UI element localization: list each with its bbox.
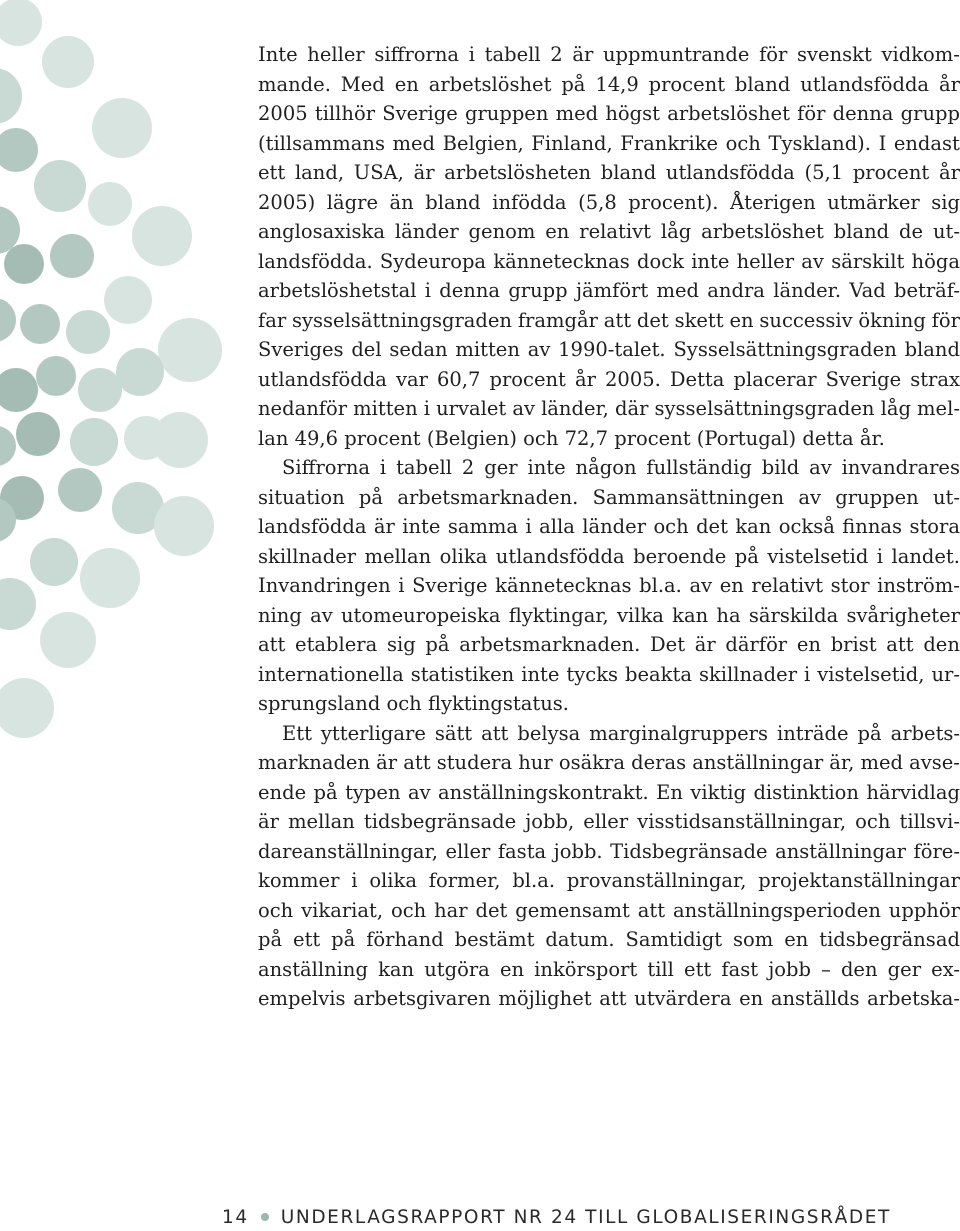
decorative-circle [0, 68, 22, 124]
text-line: och vikariat, och har det gemensamt att anställningsperioden upphör [258, 898, 960, 922]
decorative-circle [88, 182, 132, 226]
text-line: lan 49,6 procent (Belgien) och 72,7 procent (Portugal) detta år. [258, 426, 885, 450]
decorative-circle [80, 548, 140, 608]
decorative-circle [0, 678, 54, 738]
text-line: internationella statistiken inte tycks beakta skillnader i vistelsetid, ur- [258, 662, 960, 686]
decorative-circle [0, 128, 38, 172]
paragraph [258, 40, 960, 453]
decorative-circle [40, 612, 96, 668]
text-line: 2005) lägre än bland infödda (5,8 procent). Återigen utmärker sig [258, 190, 960, 214]
text-line: Sveriges del sedan mitten av 1990-talet. Sysselsättningsgraden bland [258, 338, 960, 361]
decorative-circle [154, 496, 214, 556]
text-line: Inte heller siffrorna i tabell 2 är uppmuntrande för svenskt vidkom- [258, 43, 960, 66]
bullet-dot-icon [261, 1213, 269, 1221]
decorative-circle [66, 310, 110, 354]
page-footer [222, 1207, 891, 1228]
text-line: Ett ytterligare sätt att belysa marginalgruppers inträde på arbets- [282, 721, 960, 745]
decorative-circle [104, 276, 152, 324]
decorative-circle [132, 206, 192, 266]
report-title: UNDERLAGSRAPPORT NR 24 TILL GLOBALISERINGSRÅDET [280, 1207, 891, 1228]
text-line: Invandringen i Sverige kännetecknas bl.a. av en relativt stor inström- [258, 574, 960, 597]
decorative-circle [42, 36, 94, 88]
decorative-circle [4, 244, 44, 284]
text-line: marknaden är att studera hur osäkra deras anställningar är, med avse- [258, 751, 960, 774]
text-line: anglosaxiska länder genom en relativt låg arbetslöshet bland de ut- [258, 220, 960, 243]
text-line: Siffrorna i tabell 2 ger inte någon fullständig bild av invandrares [282, 456, 960, 479]
decorative-circle [124, 416, 168, 460]
text-line: kommer i olika former, bl.a. provanställningar, projektanställningar [258, 869, 960, 892]
decorative-circle [0, 0, 42, 46]
decorative-circle [58, 468, 102, 512]
text-line: landsfödda är inte samma i alla länder och det kan också finnas stora [258, 515, 960, 538]
text-line: empelvis arbetsgivaren möjlighet att utvärdera en anställds arbetska- [258, 987, 960, 1010]
decorative-circle [70, 418, 118, 466]
body-text [258, 40, 960, 1014]
text-line: far sysselsättningsgraden framgår att det skett en successiv ökning för [258, 308, 960, 332]
decorative-circle [0, 298, 16, 342]
text-line: ett land, USA, är arbetslösheten bland utlandsfödda (5,1 procent år [258, 161, 960, 184]
text-line: att etablera sig på arbetsmarknaden. Det är därför en brist att den [258, 633, 960, 656]
text-line: situation på arbetsmarknaden. Sammansättningen av gruppen ut- [258, 485, 960, 509]
page-number: 14 [222, 1207, 249, 1228]
decorative-circle-pattern [0, 0, 240, 800]
paragraph [258, 453, 960, 719]
decorative-circle [30, 538, 78, 586]
text-line: ende på typen av anställningskontrakt. En viktig distinktion härvidlag [258, 780, 960, 804]
text-line: anställning kan utgöra en inkörsport till ett fast jobb – den ger ex- [258, 957, 960, 981]
decorative-circle [78, 368, 122, 412]
decorative-circle [92, 98, 152, 158]
text-line: dareanställningar, eller fasta jobb. Tidsbegränsade anställningar före- [258, 839, 960, 863]
decorative-circle [16, 412, 60, 456]
text-line: landsfödda. Sydeuropa kännetecknas dock inte heller av särskilt höga [258, 249, 960, 273]
text-line: arbetslöshetstal i denna grupp jämfört med andra länder. Vad beträf- [258, 279, 960, 302]
text-line: är mellan tidsbegränsade jobb, eller visstidsanställningar, och tillsvi- [258, 810, 960, 833]
decorative-circle [116, 348, 164, 396]
decorative-circle [158, 318, 222, 382]
decorative-circle [50, 234, 94, 278]
text-line: mande. Med en arbetslöshet på 14,9 procent bland utlandsfödda år [258, 72, 960, 96]
decorative-circle [0, 578, 36, 630]
decorative-circle [0, 368, 38, 412]
decorative-circle [36, 356, 76, 396]
decorative-circle [0, 426, 16, 466]
text-line: utlandsfödda var 60,7 procent år 2005. Detta placerar Sverige strax [258, 367, 960, 391]
text-line: ning av utomeuropeiska flyktingar, vilka kan ha särskilda svårigheter [258, 603, 960, 627]
text-line: på ett på förhand bestämt datum. Samtidigt som en tidsbegränsad [258, 928, 960, 951]
text-line: 2005 tillhör Sverige gruppen med högst arbetslöshet för denna grupp [258, 102, 960, 125]
text-line: sprungsland och flyktingstatus. [258, 692, 569, 715]
decorative-circle [34, 160, 86, 212]
text-line: nedanför mitten i urvalet av länder, där sysselsättningsgraden låg mel- [258, 397, 960, 420]
decorative-circle [20, 304, 60, 344]
paragraph [258, 719, 960, 1014]
text-line: (tillsammans med Belgien, Finland, Frankrike och Tyskland). I endast [258, 131, 960, 155]
text-line: skillnader mellan olika utlandsfödda beroende på vistelsetid i landet. [258, 544, 960, 568]
